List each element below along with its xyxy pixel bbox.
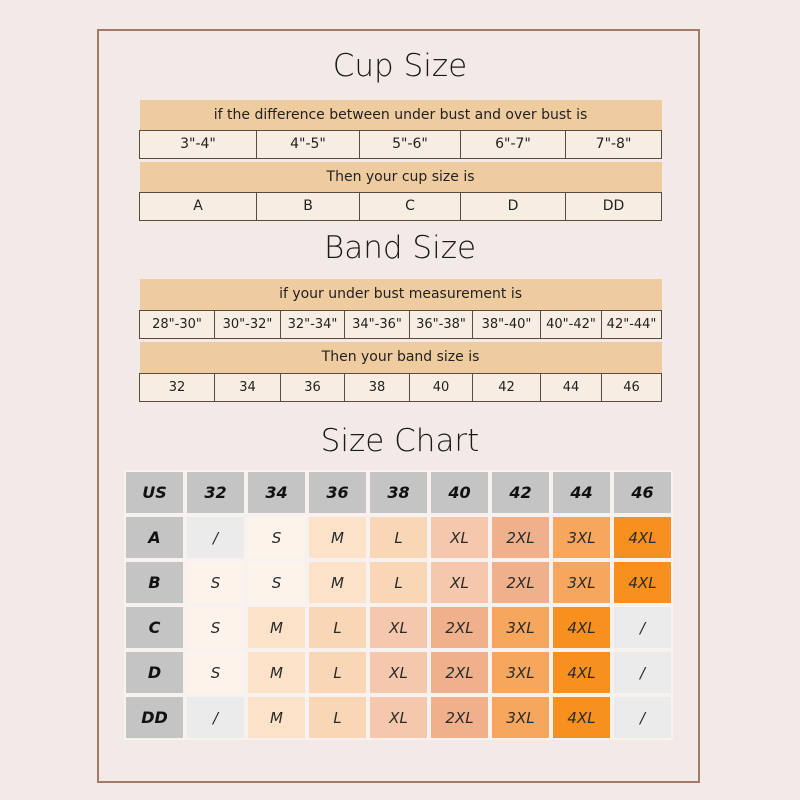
cup-value-cell: A [140, 192, 257, 220]
chart-size-cell: 3XL [490, 695, 551, 740]
cup-size-table [139, 100, 662, 221]
cup-value-cell: D [461, 192, 566, 220]
chart-header-band: 40 [429, 470, 490, 515]
chart-size-cell: L [307, 695, 368, 740]
chart-size-cell: L [307, 605, 368, 650]
band-value-cell: 42 [473, 373, 541, 401]
chart-size-cell: L [368, 560, 429, 605]
chart-row-cup: B [124, 560, 185, 605]
chart-size-cell: / [612, 605, 673, 650]
cup-value-cell: B [257, 192, 360, 220]
band-value-cell: 46 [602, 373, 662, 401]
band-value-cell: 36 [281, 373, 345, 401]
chart-size-cell: XL [429, 560, 490, 605]
chart-row-cup: DD [124, 695, 185, 740]
band-value-cell: 40 [410, 373, 473, 401]
band-result-label: Then your band size is [140, 342, 662, 373]
chart-header-band: 36 [307, 470, 368, 515]
cup-difference-cell: 3"-4" [140, 130, 257, 158]
chart-size-cell: S [246, 515, 307, 560]
chart-size-cell: S [185, 560, 246, 605]
band-measure-cell: 38"-40" [473, 310, 541, 338]
cup-difference-cell: 6"-7" [461, 130, 566, 158]
cup-value-cell: DD [566, 192, 662, 220]
chart-size-cell: S [185, 650, 246, 695]
size-chart-grid [124, 470, 673, 740]
chart-header-band: 46 [612, 470, 673, 515]
chart-size-cell: M [246, 695, 307, 740]
band-measure-cell: 34"-36" [345, 310, 410, 338]
chart-row-cup: C [124, 605, 185, 650]
chart-size-cell: L [307, 650, 368, 695]
chart-size-cell: 4XL [551, 695, 612, 740]
band-measure-cell: 32"-34" [281, 310, 345, 338]
chart-size-cell: XL [368, 650, 429, 695]
chart-size-cell: XL [368, 695, 429, 740]
band-size-title: Band Size [323, 230, 477, 266]
cup-value-cell: C [360, 192, 461, 220]
chart-size-cell: M [246, 605, 307, 650]
chart-size-cell: 2XL [429, 605, 490, 650]
cup-size-title: Cup Size [332, 48, 468, 84]
band-size-table [139, 279, 662, 402]
chart-size-cell: XL [429, 515, 490, 560]
chart-size-cell: XL [368, 605, 429, 650]
chart-size-cell: 4XL [612, 515, 673, 560]
chart-size-cell: 2XL [429, 650, 490, 695]
chart-header-band: 44 [551, 470, 612, 515]
size-chart-title: Size Chart [320, 423, 480, 459]
chart-size-cell: / [612, 650, 673, 695]
chart-size-cell: M [246, 650, 307, 695]
band-measure-cell: 36"-38" [410, 310, 473, 338]
band-value-cell: 38 [345, 373, 410, 401]
chart-size-cell: / [185, 515, 246, 560]
chart-size-cell: 3XL [490, 605, 551, 650]
band-measure-cell: 28"-30" [140, 310, 215, 338]
chart-header-band: 34 [246, 470, 307, 515]
band-measure-cell: 30"-32" [215, 310, 281, 338]
chart-size-cell: 2XL [429, 695, 490, 740]
band-measure-label: if your under bust measurement is [140, 279, 662, 310]
chart-size-cell: 2XL [490, 560, 551, 605]
chart-header-band: 38 [368, 470, 429, 515]
chart-size-cell: / [185, 695, 246, 740]
chart-size-cell: L [368, 515, 429, 560]
chart-size-cell: 4XL [551, 650, 612, 695]
chart-size-cell: S [246, 560, 307, 605]
chart-size-cell: S [185, 605, 246, 650]
cup-difference-cell: 5"-6" [360, 130, 461, 158]
cup-difference-cell: 7"-8" [566, 130, 662, 158]
chart-size-cell: 3XL [551, 515, 612, 560]
chart-size-cell: 3XL [551, 560, 612, 605]
chart-size-cell: 4XL [551, 605, 612, 650]
cup-difference-cell: 4"-5" [257, 130, 360, 158]
chart-row-cup: A [124, 515, 185, 560]
chart-size-cell: / [612, 695, 673, 740]
chart-row-cup: D [124, 650, 185, 695]
chart-header-band: 42 [490, 470, 551, 515]
chart-size-cell: 4XL [612, 560, 673, 605]
cup-difference-label: if the difference between under bust and over bust is [140, 100, 662, 130]
chart-size-cell: 3XL [490, 650, 551, 695]
band-measure-cell: 40"-42" [541, 310, 602, 338]
chart-header-us: US [124, 470, 185, 515]
cup-result-label: Then your cup size is [140, 162, 662, 192]
band-value-cell: 32 [140, 373, 215, 401]
chart-header-band: 32 [185, 470, 246, 515]
band-value-cell: 44 [541, 373, 602, 401]
chart-size-cell: 2XL [490, 515, 551, 560]
band-value-cell: 34 [215, 373, 281, 401]
chart-size-cell: M [307, 515, 368, 560]
chart-size-cell: M [307, 560, 368, 605]
band-measure-cell: 42"-44" [602, 310, 662, 338]
